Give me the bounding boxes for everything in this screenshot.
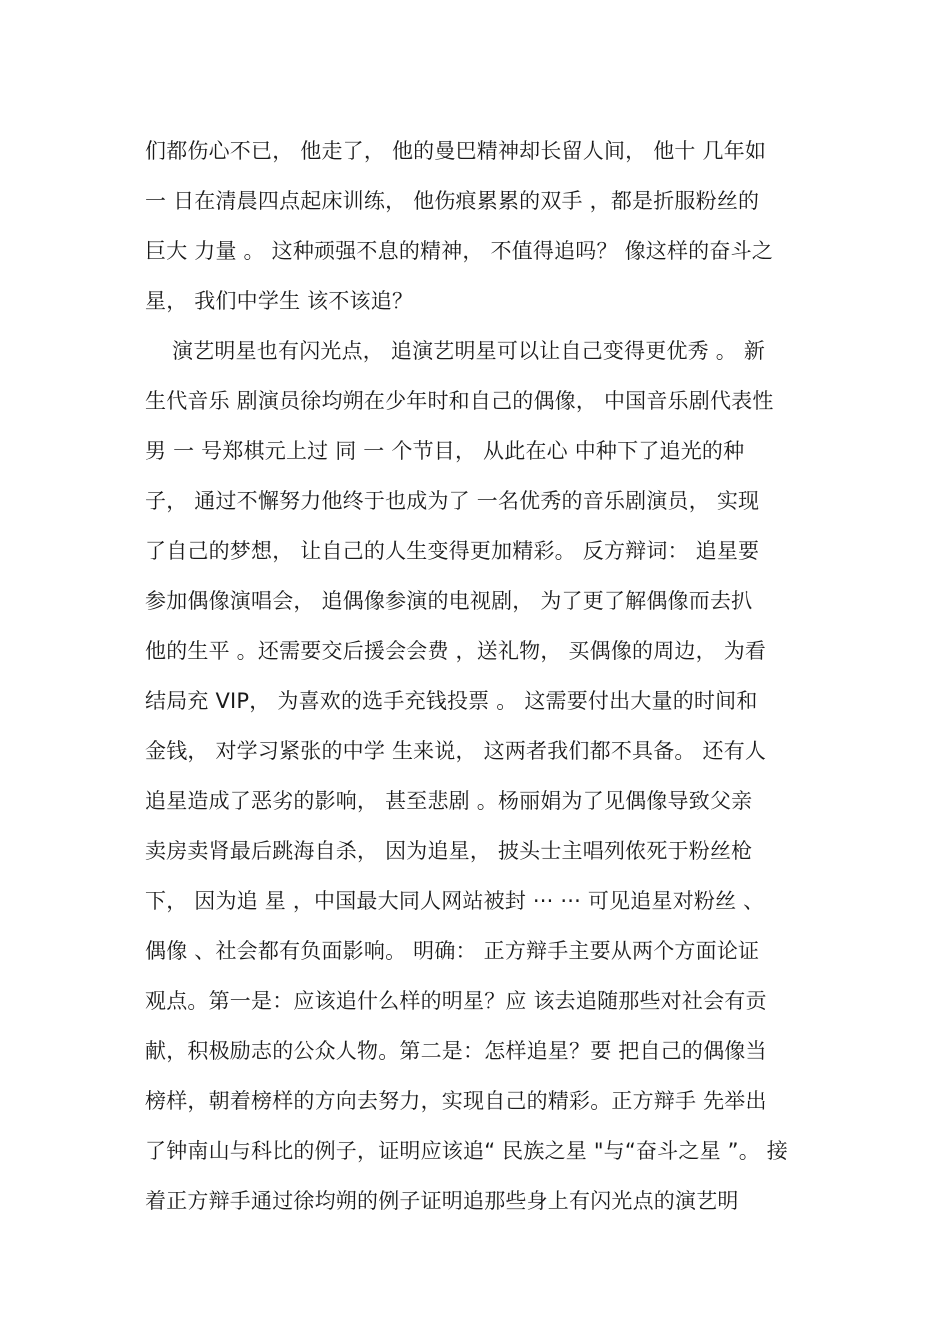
paragraph-first-line: 演艺明星也有闪光点， 追演艺明星可以让自己变得更优秀 。 新	[172, 339, 766, 363]
text-line: 偶像 、社会都有负面影响。 明确： 正方辩手主要从两个方面论证	[145, 939, 760, 963]
text-line: 子， 通过不懈努力他终于也成为了 一名优秀的音乐剧演员， 实现	[145, 489, 760, 513]
text-line: 男 一 号郑棋元上过 同 一 个节目， 从此在心 中种下了追光的种	[145, 439, 745, 463]
text-line: 卖房卖肾最后跳海自杀， 因为追星， 披头士主唱列侬死于粉丝枪	[145, 839, 753, 863]
text-line: 献，积极励志的公众人物。第二是：怎样追星？要 把自己的偶像当	[145, 1039, 767, 1063]
text-line: 金钱， 对学习紧张的中学 生来说， 这两者我们都不具备。 还有人	[145, 739, 767, 763]
text-line: 了自己的梦想， 让自己的人生变得更加精彩。 反方辩词： 追星要	[145, 539, 760, 563]
text-line: 巨大 力量 。 这种顽强不息的精神， 不值得追吗？ 像这样的奋斗之	[145, 239, 773, 263]
text-line: 了钟南山与科比的例子，证明应该追“ 民族之星 "与“奋斗之星 ”。 接	[145, 1139, 788, 1163]
text-line: 下， 因为追 星 ，中国最大同人网站被封 ··· ··· 可见追星对粉丝 、	[145, 889, 765, 913]
text-line: 他的生平 。还需要交后援会会费 ，送礼物， 买偶像的周边， 为看	[145, 639, 767, 663]
text-line: 参加偶像演唱会， 追偶像参演的电视剧， 为了更了解偶像而去扒	[145, 589, 753, 613]
text-line: 榜样，朝着榜样的方向去努力，实现自己的精彩。正方辩手 先举出	[145, 1089, 767, 1113]
text-line: 一 日在清晨四点起床训练， 他伤痕累累的双手 ，都是折服粉丝的	[145, 189, 760, 213]
text-line: 追星造成了恶劣的影响， 甚至悲剧 。杨丽娟为了见偶像导致父亲	[145, 789, 753, 813]
text-line: 结局充 VIP， 为喜欢的选手充钱投票 。 这需要付出大量的时间和	[145, 689, 758, 713]
text-line: 着正方辩手通过徐均朔的例子证明追那些身上有闪光点的演艺明	[145, 1189, 739, 1213]
text-line: 星， 我们中学生 该不该追？	[145, 289, 414, 313]
text-line: 们都伤心不已， 他走了， 他的曼巴精神却长留人间， 他十 几年如	[145, 139, 767, 163]
text-line: 观点。第一是：应该追什么样的明星？应 该去追随那些对社会有贡	[145, 989, 767, 1013]
text-line: 生代音乐 剧演员徐均朔在少年时和自己的偶像， 中国音乐剧代表性	[145, 389, 774, 413]
